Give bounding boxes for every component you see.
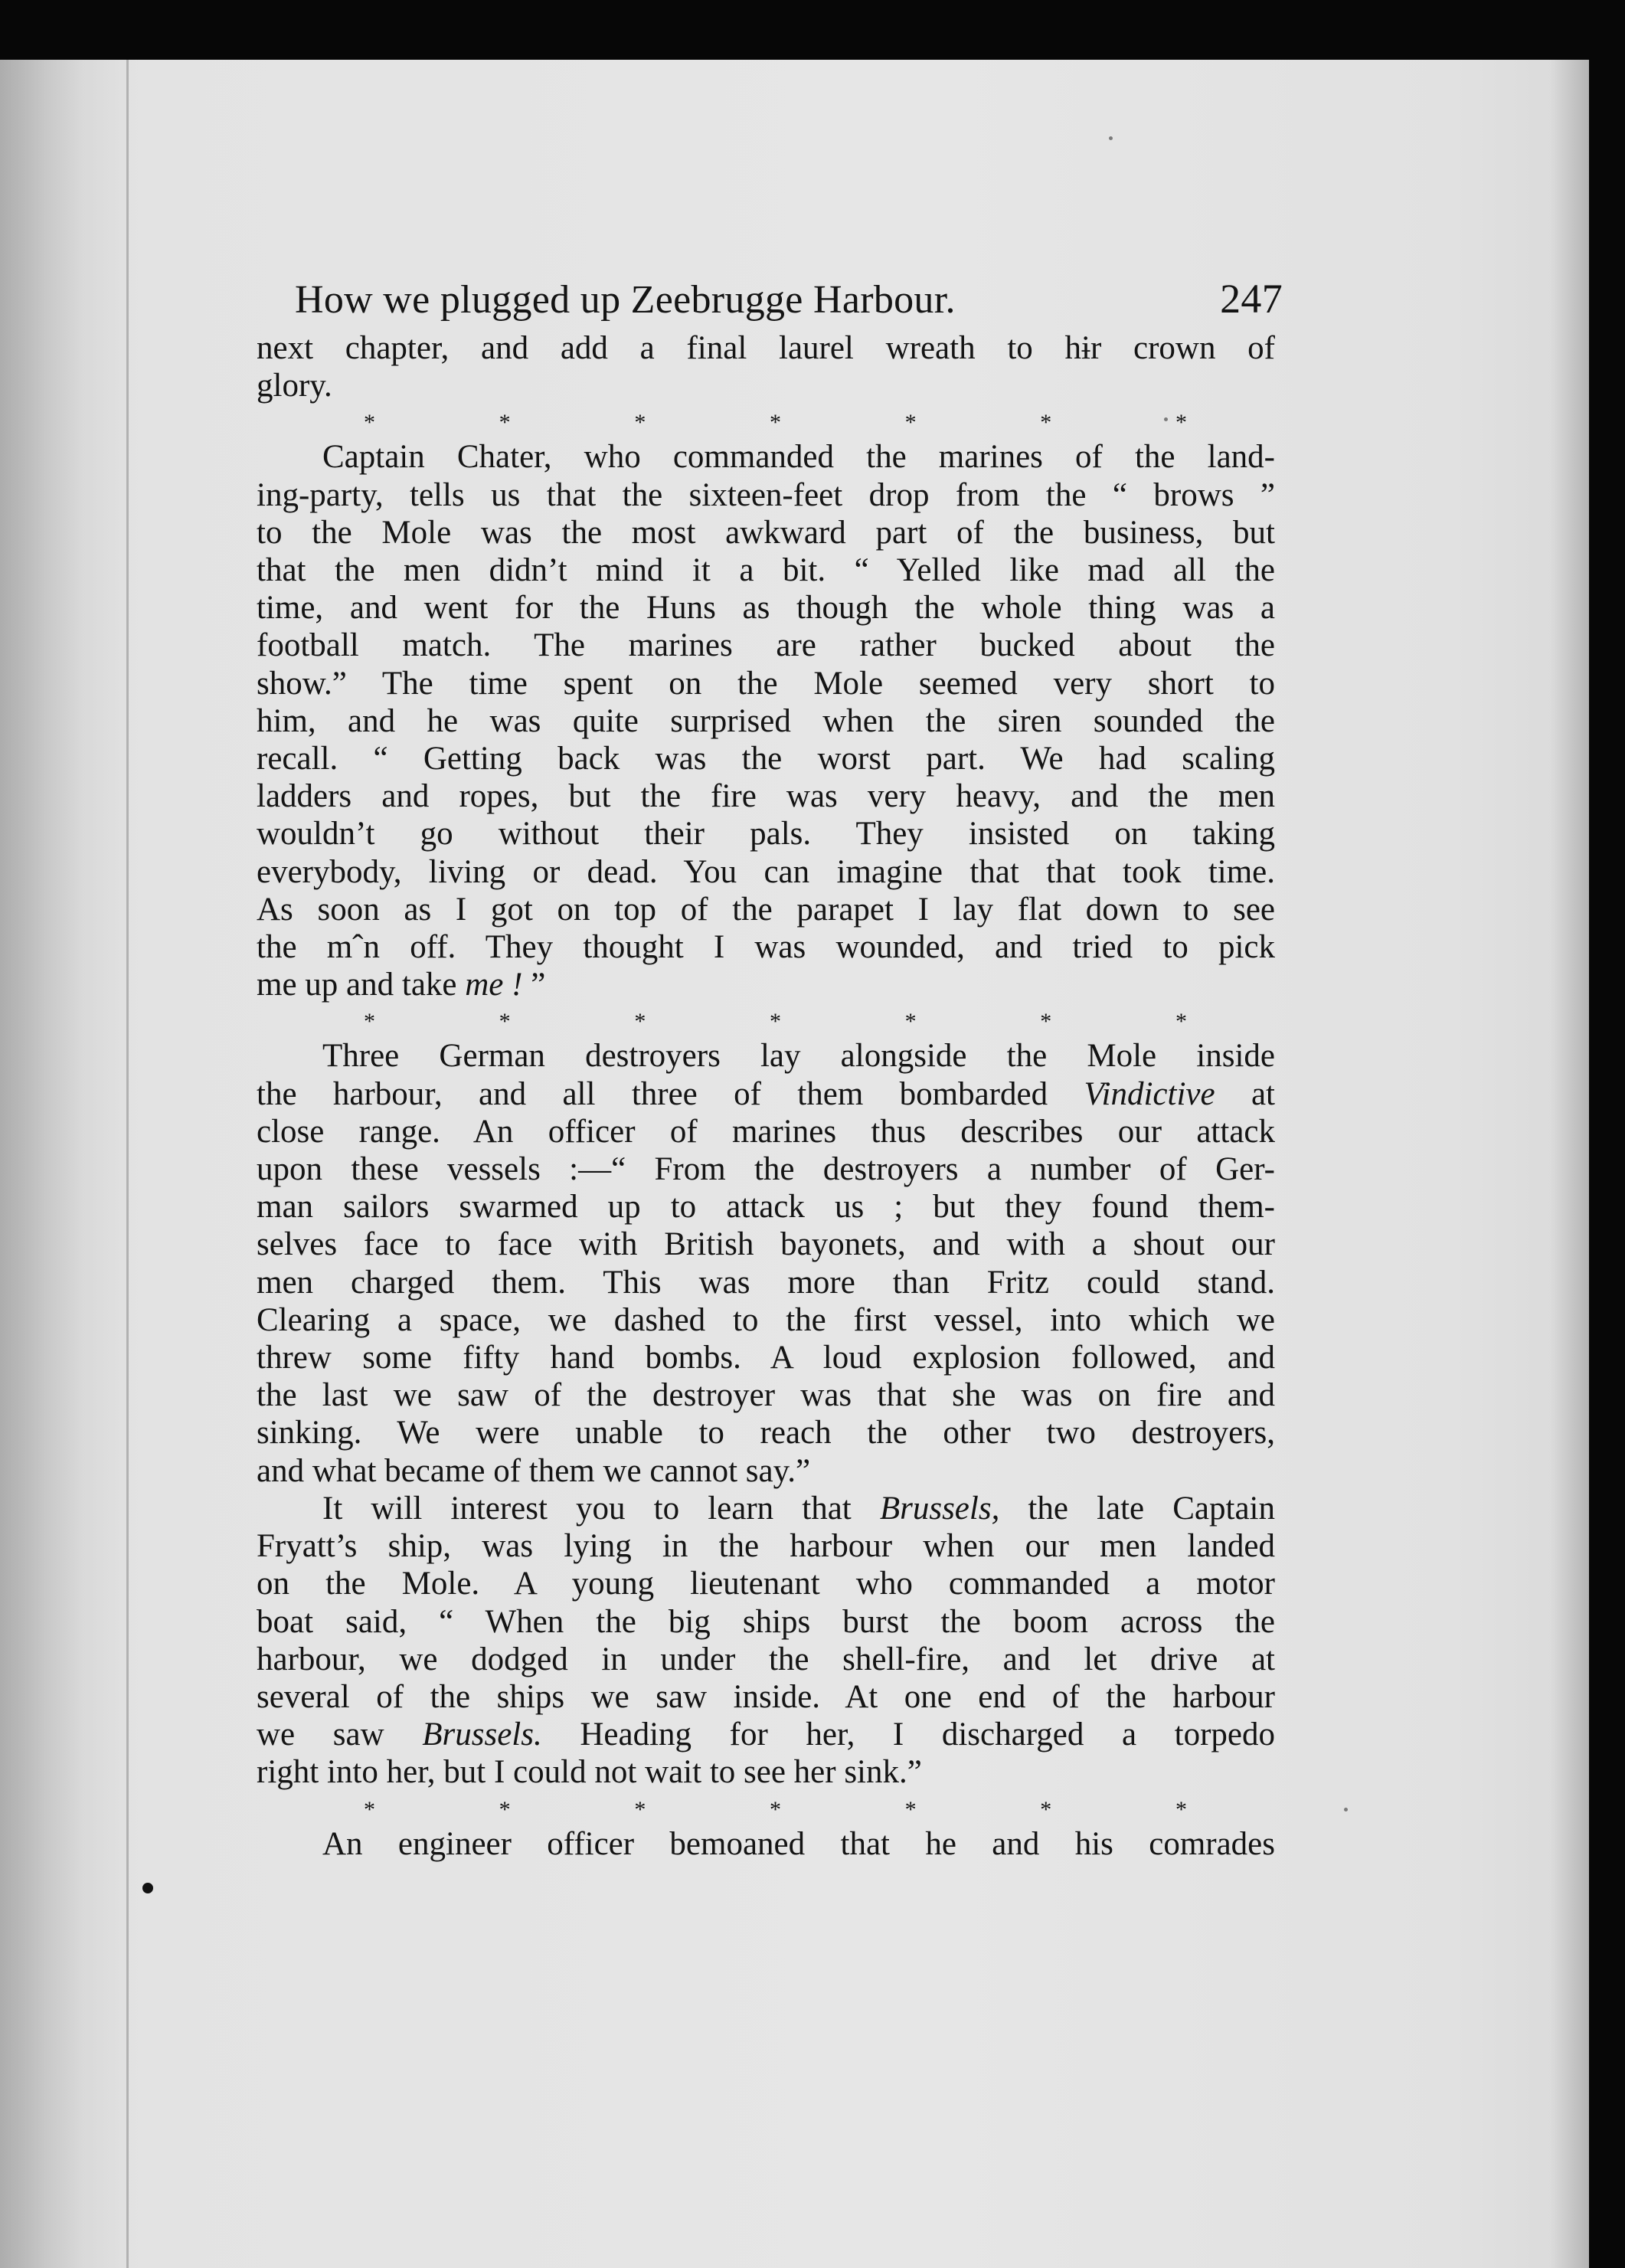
text-line: that the men didn’t mind it a bit. “ Yelled like mad all the — [257, 552, 1275, 589]
star: * — [634, 1796, 646, 1822]
text-line: Fryatt’s ship, was lying in the harbour when our men landed — [257, 1528, 1275, 1565]
text-line: threw some fifty hand bombs. A loud explosion followed, and — [257, 1340, 1275, 1376]
scan-speck — [1344, 1808, 1348, 1811]
star: * — [904, 410, 917, 436]
text-line: Captain Chater, who commanded the marines of the land- — [322, 439, 1275, 476]
text-run: It will interest you to learn that — [322, 1490, 880, 1527]
text-line: sinking. We were unable to reach the other two destroyers, — [257, 1415, 1275, 1451]
text-line: football match. The marines are rather bucked about the — [257, 627, 1275, 664]
text-line: As soon as I got on top of the parapet I lay flat down to see — [257, 891, 1275, 928]
text-line: to the Mole was the most awkward part of the business, but — [257, 514, 1275, 551]
text-line: harbour, we dodged in under the shell-fire, and let drive at — [257, 1641, 1275, 1677]
text-line: the last we saw of the destroyer was that she was on fire and — [257, 1377, 1275, 1414]
page-number: 247 — [1220, 276, 1283, 322]
text-line: selves face to face with British bayonets, and with a shout our — [257, 1226, 1275, 1263]
page-edge-shadow — [1551, 60, 1589, 2268]
text-line: everybody, living or dead. You can imagine that that took time. — [257, 853, 1275, 890]
text-line — [257, 1075, 1275, 1113]
margin-dot — [142, 1883, 153, 1893]
star: * — [499, 1009, 511, 1035]
star: * — [1175, 1796, 1187, 1822]
star: * — [634, 1009, 646, 1035]
paragraph-continuation: next chapter, and add a final laurel wreath to hɨr crown of — [257, 330, 1275, 366]
text-line: him, and he was quite surprised when the siren sounded the — [257, 702, 1275, 739]
star: * — [769, 1796, 781, 1822]
text-line: show.” The time spent on the Mole seemed very short to — [257, 665, 1275, 702]
text-run: we saw — [257, 1717, 423, 1753]
section-break-stars — [257, 409, 1275, 437]
text-line: wouldn’t go without their pals. They insisted on taking — [257, 816, 1275, 853]
text-line — [257, 1716, 1275, 1753]
text-line: man sailors swarmed up to attack us ; but they found them- — [257, 1189, 1275, 1226]
star: * — [904, 1796, 917, 1822]
star: * — [364, 1009, 375, 1035]
text-line: men charged them. This was more than Fritz could stand. — [257, 1264, 1275, 1301]
text-line: boat said, “ When the big ships burst the boom across the — [257, 1603, 1275, 1640]
text-run: the harbour, and all three of them bombarded — [257, 1075, 1084, 1112]
text-line: ing-party, tells us that the sixteen-feet drop from the “ brows ” — [257, 476, 1275, 513]
scan-speck — [1109, 136, 1113, 140]
paragraph-captain-chater — [257, 438, 1275, 1003]
running-head-title: How we plugged up Zeebrugge Harbour. — [295, 278, 956, 322]
gutter-shadow — [0, 60, 138, 2268]
text-line: the mˆn off. They thought I was wounded, and tried to pick — [257, 929, 1275, 966]
text-run: ” — [522, 967, 546, 1003]
paragraph-german-destroyers — [257, 1037, 1275, 1489]
star: * — [499, 410, 511, 436]
text-line: recall. “ Getting back was the worst part. We had scaling — [257, 741, 1275, 777]
text-run: me up and take — [257, 967, 466, 1003]
paragraph-continuation-end: glory. — [257, 368, 332, 404]
text-line — [257, 966, 1275, 1003]
star: * — [1175, 410, 1187, 436]
star: * — [1040, 410, 1052, 436]
section-break-stars — [257, 1796, 1275, 1824]
star: * — [364, 1796, 375, 1822]
text-line: upon these vessels :—“ From the destroyers a number of Ger- — [257, 1151, 1275, 1188]
star: * — [769, 1009, 781, 1035]
text-line: time, and went for the Huns as though the whole thing was a — [257, 590, 1275, 627]
star: * — [634, 410, 646, 436]
italic-run: me ! — [465, 967, 523, 1003]
paragraph-brussels — [257, 1490, 1275, 1792]
section-break-stars — [257, 1008, 1275, 1036]
page-text — [257, 276, 1283, 1863]
text-line: several of the ships we saw inside. At one end of the harbour — [257, 1678, 1275, 1715]
gutter-line — [126, 60, 129, 2268]
italic-run: Brussels, — [879, 1490, 1000, 1527]
text-run: Heading for her, I discharged a torpedo — [541, 1717, 1276, 1753]
star: * — [1175, 1009, 1187, 1035]
text-line: ladders and ropes, but the fire was very heavy, and the men — [257, 778, 1275, 815]
text-run: the late Captain — [999, 1490, 1275, 1527]
text-line: Clearing a space, we dashed to the first vessel, into which we — [257, 1301, 1275, 1338]
running-head — [295, 276, 1283, 323]
italic-run: Brussels. — [422, 1717, 542, 1753]
paragraph-engineer-officer: An engineer officer bemoaned that he and his comrades — [322, 1825, 1275, 1862]
star: * — [769, 410, 781, 436]
text-line: Three German destroyers lay alongside the Mole inside — [322, 1038, 1275, 1075]
text-line: right into her, but I could not wait to see her sink.” — [257, 1754, 922, 1791]
star: * — [1040, 1796, 1052, 1822]
text-line: and what became of them we cannot say.” — [257, 1452, 811, 1489]
text-line: close range. An officer of marines thus describes our attack — [257, 1113, 1275, 1150]
text-line — [257, 1490, 1275, 1527]
star: * — [904, 1009, 917, 1035]
italic-run: Vindictive — [1084, 1075, 1215, 1112]
text-line: on the Mole. A young lieutenant who commanded a motor — [257, 1566, 1275, 1602]
star: * — [499, 1796, 511, 1822]
star: * — [364, 410, 375, 436]
text-run: at — [1215, 1075, 1275, 1112]
star: * — [1040, 1009, 1052, 1035]
